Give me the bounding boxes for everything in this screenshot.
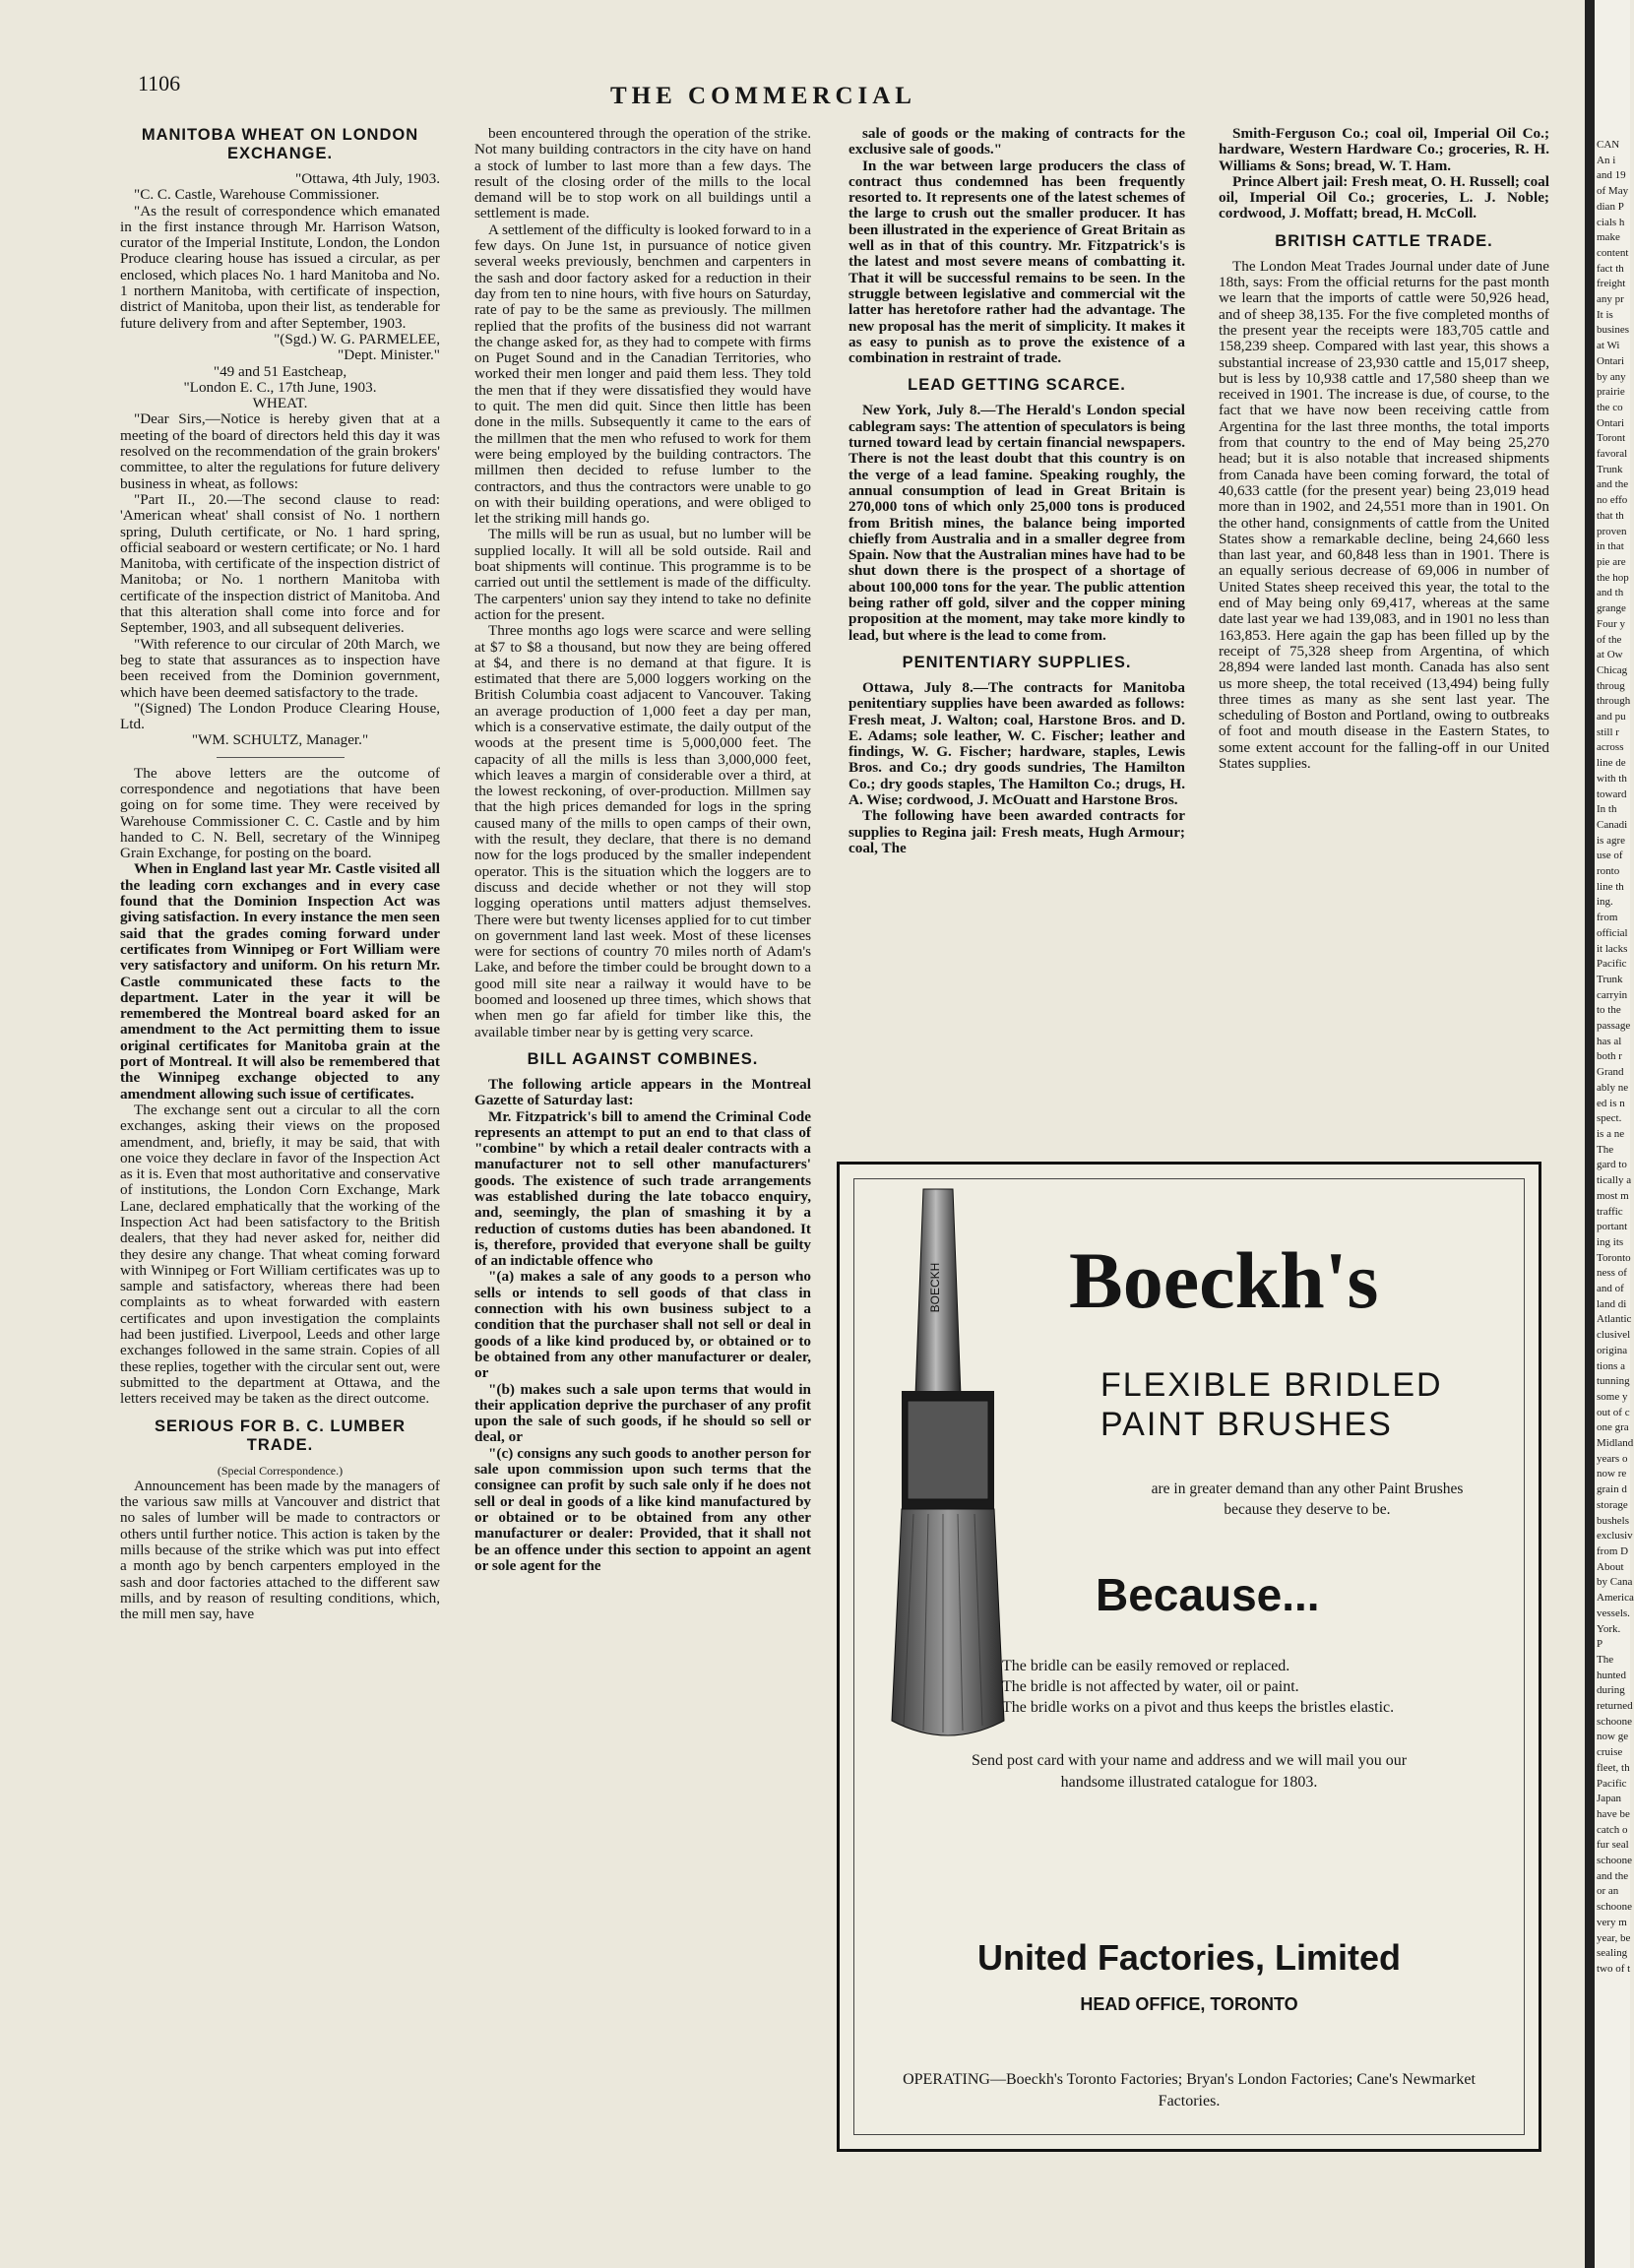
fragment-line: out of c xyxy=(1597,1406,1630,1418)
fragment-line: dian P xyxy=(1597,200,1624,213)
fragment-line: storage xyxy=(1597,1498,1628,1511)
fragment-line: is agre xyxy=(1597,834,1626,847)
paragraph: "(a) makes a sale of any goods to a person who sells or intends to sell goods of that class in connection with his own business subject to a condition that the purchaser shall not sell or deal in goods of a like kind produced by, or obtained or to be obtained from any other manufacturer or dealer, or xyxy=(474,1268,811,1382)
column-1 xyxy=(120,126,440,1623)
fragment-line: line de xyxy=(1597,757,1626,770)
fragment-line: content xyxy=(1597,246,1629,259)
paragraph: Mr. Fitzpatrick's bill to amend the Criminal Code represents an attempt to put an end to that class of "combine" by which a retail dealer contracts with a manufacturer not to sell other manufacturers' goods. The existence of such trade arrangements was established during the late tobacco enquiry, and, seemingly, the plan of smashing it by a reduction of customs duties has been abandoned. It is, therefore, provided that everyone shall be guilty of an indictable offence who xyxy=(474,1107,811,1270)
fragment-line: busines xyxy=(1597,324,1629,337)
fragment-line: Trunk xyxy=(1597,463,1623,475)
headline-manitoba-wheat: MANITOBA WHEAT ON LONDON EXCHANGE. xyxy=(141,126,419,162)
fragment-line: schoone xyxy=(1597,1855,1633,1867)
fragment-line: pie are xyxy=(1597,555,1626,568)
fragment-line: ed is n xyxy=(1597,1097,1625,1109)
fragment-line: Japan xyxy=(1597,1793,1622,1805)
fragment-line: exclusiv xyxy=(1597,1530,1633,1543)
paragraph: "(b) makes such a sale upon terms that would in their application deprive the purchaser of any profit upon the sale of such goods, if he should so sell or deal, or xyxy=(474,1380,811,1446)
advertisement-boeckhs xyxy=(837,1162,1541,2152)
paragraph: sale of goods or the making of contracts for the exclusive sale of goods." xyxy=(848,125,1185,158)
demand-text: are in greater demand than any other Paint Brushes because they deserve to be. xyxy=(1151,1480,1464,1518)
fragment-line: carryin xyxy=(1597,988,1628,1001)
fragment-line: Grand xyxy=(1597,1066,1624,1079)
fragment-line: America xyxy=(1597,1592,1634,1605)
paragraph: "(c) consigns any such goods to another person for sale upon commission upon such terms that the consignee can profit by such sale only if he does not sell or deal in goods of a like kind manufactured by or obtained or to be obtained from any other manufacturer or dealer: Provided, that it shall not be an offence under this section to appoint an agent or sole agent for the xyxy=(474,1444,811,1574)
fragment-line: ably ne xyxy=(1597,1081,1629,1094)
paragraph: In the war between large producers the class of contract thus condemned has been frequently resorted to. It represents one of the latest schemes of the large to crush out the smaller producer. It has been illustrated in the experience of Great Britain as well as in that of this country. Mr. Fitzpatrick's is the latest and most severe means of combatting it. That it will be successful remains to be seen. In the struggle between legislative and commercial wit the latter has heretofore rather had the advantage. The new proposal has the merit of simplicity. It makes it as easy to punish as to prove the existence of a combination in restraint of trade. xyxy=(848,157,1185,367)
address-line: "49 and 51 Eastcheap, xyxy=(213,362,347,380)
fragment-line: tunning xyxy=(1597,1375,1630,1388)
fragment-line: P xyxy=(1597,1638,1603,1651)
fragment-line: and the xyxy=(1597,478,1629,491)
fragment-line: now re xyxy=(1597,1468,1627,1480)
fragment-line: has al xyxy=(1597,1035,1622,1047)
fragment-line: during xyxy=(1597,1684,1625,1697)
catalogue-offer: Send post card with your name and address and we will mail you our handsome illustrated catalogue for 1803. xyxy=(971,1752,1408,1791)
paragraph: The following article appears in the Montreal Gazette of Saturday last: xyxy=(474,1075,811,1109)
letter-date: "Ottawa, 4th July, 1903. xyxy=(295,170,440,187)
paragraph: Ottawa, July 8.—The contracts for Manitoba penitentiary supplies have been awarded as follows: Fresh meat, J. Walton; coal, Harstone Bros. and D. E. Adams; sole leather, W. C. Fischer; leather and findings, W. G. Fischer; hardware, staples, Lewis Bros. and Co.; dry goods sundries, The Hamilton Co.; dry goods staples, The Hamilton Co.; drugs, H. A. Wise; cordwood, J. McOuatt and Harstone Bros. xyxy=(848,678,1185,808)
fragment-line: catch o xyxy=(1597,1823,1628,1836)
fragment-line: Canadi xyxy=(1597,818,1628,831)
paragraph: The above letters are the outcome of correspondence and negotiations that have been going on for some time. They were received by Warehouse Commissioner C. C. Castle and by him handed to C. N. Bell, secretary of the Winnipeg Grain Exchange, for posting on the board. xyxy=(120,764,440,862)
fragment-line: by Cana xyxy=(1597,1576,1633,1589)
adjacent-page-edge xyxy=(1595,0,1634,2268)
fragment-line: is a ne xyxy=(1597,1128,1625,1140)
fragment-line: some y xyxy=(1597,1390,1628,1403)
fragment-line: It is xyxy=(1597,308,1613,321)
fragment-line: grange xyxy=(1597,602,1626,615)
fragment-line: fact th xyxy=(1597,262,1624,275)
signature: "(Sgd.) W. G. PARMELEE, xyxy=(274,330,440,347)
fragment-line: traffic xyxy=(1597,1205,1623,1218)
fragment-line: Ontari xyxy=(1597,416,1625,429)
fragment-line: In th xyxy=(1597,803,1617,816)
fragment-line: The xyxy=(1597,1143,1614,1156)
fragment-line: freight xyxy=(1597,278,1626,290)
fragment-line: hunted xyxy=(1597,1669,1626,1681)
fragment-line: very m xyxy=(1597,1916,1627,1928)
reason-item: The bridle can be easily removed or replaced. xyxy=(1002,1658,1290,1674)
fragment-line: most m xyxy=(1597,1189,1629,1202)
fragment-line: schoone xyxy=(1597,1715,1633,1728)
fragment-line: and pu xyxy=(1597,711,1626,724)
signature-title: "Dept. Minister." xyxy=(338,346,440,364)
fragment-line: About xyxy=(1597,1560,1624,1573)
fragment-line: still r xyxy=(1597,725,1619,738)
fragment-line: origina xyxy=(1597,1344,1628,1356)
fragment-line: and 19 xyxy=(1597,169,1626,182)
reason-item: The bridle is not affected by water, oil or paint. xyxy=(1002,1678,1299,1695)
fragment-line: no effo xyxy=(1597,494,1628,507)
because-heading: Because... xyxy=(1096,1569,1320,1620)
fragment-line: by any xyxy=(1597,370,1626,383)
paragraph: Announcement has been made by the managers of the various saw mills at Vancouver and district that no sales of lumber will be made to contractors or others until further notice. This action is taken by the mills because of the strike which was put into effect a month ago by bench carpenters employed in the sash and door factories attached to the different saw mills, and by reason of resulting conditions, which, the mill men say, have xyxy=(120,1477,440,1623)
reason-item: The bridle works on a pivot and thus keeps the bristles elastic. xyxy=(1002,1699,1395,1716)
fragment-line: both r xyxy=(1597,1050,1622,1063)
headline-penitentiary: PENITENTIARY SUPPLIES. xyxy=(902,653,1132,671)
fragment-line: Trunk xyxy=(1597,973,1623,985)
fragment-line: two of t xyxy=(1597,1962,1631,1975)
paragraph: "With reference to our circular of 20th March, we beg to state that assurances as to inspection have been received from the Dominion government, which have been deemed satisfactory to the trade. xyxy=(120,635,440,701)
fragment-line: to the xyxy=(1597,1004,1621,1017)
fragment-line: the co xyxy=(1597,401,1623,413)
company-name: United Factories, Limited xyxy=(976,1937,1402,1978)
paragraph: New York, July 8.—The Herald's London special cablegram says: The attention of speculators is being turned toward lead by certain financial newspapers. There is not the least doubt that this country is on the verge of a lead famine. Speaking roughly, the annual consumption of lead in Great Britain is 270,000 tons of which only 25,000 tons is produced from British mines, the balance being imported chiefly from Australia and in a smaller degree from Spain. Now that the Australian mines have had to be shut down there is the prospect of a shortage of about 100,000 tons for the year. The public attention being rather off gold, silver and the copper mining proposition at the moment, may take more kindly to lead, but where is the lead to come from. xyxy=(848,402,1185,644)
fragment-line: now ge xyxy=(1597,1731,1629,1743)
paragraph: When in England last year Mr. Castle visited all the leading corn exchanges and in every case found that the Dominion Inspection Act was giving satisfaction. In every instance the men seen said that the grades coming forward under certificates from Winnipeg or Fort William were very satisfactory and uniform. On his return Mr. Castle communicated these facts to the department. Later in the year it will be remembered the Montreal board asked for an amendment to the Act permitting them to issue original certificates for Manitoba grain at the port of Montreal. It will also be remembered that the Winnipeg exchange objected to any amendment allowing such issue of certificates. xyxy=(120,860,440,1102)
fragment-line: gard to xyxy=(1597,1159,1627,1171)
paragraph: Prince Albert jail: Fresh meat, O. H. Russell; coal oil, Imperial Oil Co.; groceries, L. J. Noble; cordwood, J. Moffatt; bread, H. McColl. xyxy=(1219,172,1549,222)
fragment-line: line th xyxy=(1597,880,1624,893)
paragraph: "Dear Sirs,—Notice is hereby given that at a meeting of the board of directors held this day it was resolved on the recommendation of the grain brokers' committee, to alter the regulations for future delivery business in wheat, as follows: xyxy=(120,410,440,492)
fragment-line: Pacific xyxy=(1597,1777,1627,1790)
fragment-line: Toront xyxy=(1597,432,1626,445)
fragment-line: at Ow xyxy=(1597,649,1623,662)
fragment-line: of the xyxy=(1597,633,1622,646)
paragraph: The London Meat Trades Journal under date of June 18th, says: From the official returns for the past month we learn that the imports of cattle were 50,926 head, and of sheep 38,135. For the five completed months of the present year the receipts were 183,705 cattle and 158,239 sheep. Compared with last year, this shows a substantial increase of 23,930 cattle and 15,017 sheep, but is less by 10,938 cattle and 17,580 sheep than we received in 1901. The increase is due, of course, to the fact that we have now been receiving cattle from Argentina for the last three months, the total imports from that country to the end of May being 25,270 head; but it is also notable that increased shipments from Canada have been coming forward, the total of 40,633 cattle (for the present year) being 23,019 head more than in 1902, and 24,551 more than in 1901. On the other hand, consignments of cattle from the United States show a remarkable decline, being 24,660 less than last year, and 60,848 less than in 1901. There is an equally serious decrease of 69,006 in number of United States sheep received this year, the total to the end of May being only 69,417, whereas at the same date last year we had 139,083, and in 1901 no less than 163,853. Here again the gap has been filled up by the receipt of 75,328 sheep from Argentina, of which 28,894 were landed last month. Canada has also sent us more sheep, the total received (13,494) being fully three times as many as she sent last year. The scheduling of Boston and Portland, owing to outbreaks of foot and mouth disease in the Eastern States, to some extent account for the falling-off in our United States supplies. xyxy=(1219,257,1549,772)
fragment-line: use of xyxy=(1597,850,1623,862)
paragraph: Three months ago logs were scarce and were selling at $7 to $8 a thousand, but now they are being offered at $4, and there is no demand at that figure. It is estimated that there are 5,000 loggers working on the British Columbia coast adjacent to Vancouver. Taking an average production of 1,000 feet a day per man, which is a conservative estimate, the daily output of the woods at the present time is 5,000,000 feet. The capacity of all the mills is less than 3,000,000 feet, which leaves a margin of considerable over a third, at the lowest reckoning, of over-production. Millmen say that the high prices demanded for logs in the spring caused many of the mills to open camps of their own, with the result, they declare, that there is no demand now for the logs produced by the smaller independent operator. This is the situation which the loggers are to discuss and decide whether or not they will stop logging operations until matters adjust themselves. There were but twenty licenses applied for to cut timber on government land last week. Most of these licenses were for sections of country 70 miles north of Adam's Lake, and before the timber could be brought down to a good mill site near a railway it would have to be boomed and loosened up three times, which shows that when men go far afield for timber like this, the available timber near by is getting very scarce. xyxy=(474,622,811,1040)
fragment-line: and th xyxy=(1597,587,1624,599)
operating-factories: OPERATING—Boeckh's Toronto Factories; Bryan's London Factories; Cane's Newmarket Factories. xyxy=(903,2071,1476,2110)
paragraph: The mills will be run as usual, but no lumber will be supplied locally. It will all be sold outside. Rail and boat shipments will continue. This programme is to be carried out until the settlement is made of the difficulty. The carpenters' union say they intend to take no definite action for the present. xyxy=(474,526,811,623)
fragment-line: years o xyxy=(1597,1452,1628,1465)
fragment-line: fleet, th xyxy=(1597,1761,1630,1774)
fragment-line: portant xyxy=(1597,1221,1628,1233)
fragment-line: make xyxy=(1597,231,1620,244)
page-gutter xyxy=(1585,0,1595,2268)
fragment-line: cials h xyxy=(1597,216,1625,228)
paragraph: The exchange sent out a circular to all the corn exchanges, asking their views on the proposed amendment, and, briefly, it may be said, that with one voice they declare in favor of the Inspection Act as it is. Even that most authoritative and conservative of institutions, the London Corn Exchange, Mark Lane, declared emphatically that the working of the Inspection Act had been satisfactory to the British dealers, that they had never asked for, neither did they desire any change. That wheat coming forward with Winnipeg or Fort William certificates was up to sample and satisfactory, whereas there had been complaints as to wheat forwarded with eastern certificates and upon investigation the complaints had been justified. Liverpool, Leeds and other large exchanges followed in the same strain. Copies of all these replies, together with the circular sent out, were submitted to the department at Ottawa, and the letters received may be taken as the direct outcome. xyxy=(120,1101,440,1408)
fragment-line: the hop xyxy=(1597,571,1629,584)
fragment-line: passage xyxy=(1597,1020,1631,1033)
fragment-line: schoone xyxy=(1597,1901,1633,1914)
headline-combines: BILL AGAINST COMBINES. xyxy=(527,1049,759,1068)
fragment-line: The xyxy=(1597,1653,1614,1666)
fragment-line: toward xyxy=(1597,788,1627,800)
paragraph: A settlement of the difficulty is looked forward to in a few days. On June 1st, in pursuance of notice given several weeks previously, benchmen and carpenters in the sash and door factory asked for a reduction in their day from ten to nine hours, with five hours on Saturday, rate of pay to be the same as previously. The millmen replied that the profits of the business did not warrant the change asked for, as they had to compete with firms on Puget Sound and in the Canadian Territories, who worked their men longer and paid them less. They told the men that if they were dissatisfied they would have to quit. The men did quit. Since then little has been done in the mills. Subsequently it came to the ears of the millmen that the men who refused to work for them were being employed by the building contractors. The millmen then decided to refuse lumber to the contractors, and thus the contractors were unable to go on with their building operations, and were obliged to let the striking mill hands go. xyxy=(474,220,811,528)
brand-name: Boeckh's xyxy=(1069,1235,1379,1325)
fragment-line: Midland xyxy=(1597,1437,1634,1450)
fragment-line: ness of xyxy=(1597,1267,1627,1280)
column-3 xyxy=(848,126,1185,856)
fragment-line: ronto xyxy=(1597,865,1620,878)
paragraph: The following have been awarded contracts for supplies to Regina jail: Fresh meats, Hugh Armour; coal, The xyxy=(848,807,1185,856)
fragment-line: bushels xyxy=(1597,1514,1629,1527)
adjacent-page-fragments xyxy=(1597,138,1634,1978)
fragment-line: across xyxy=(1597,741,1624,754)
column-4 xyxy=(1219,126,1549,772)
fragment-line: CAN xyxy=(1597,139,1620,151)
fragment-line: year, be xyxy=(1597,1931,1631,1944)
fragment-line: ing. xyxy=(1597,896,1613,909)
ad-frame xyxy=(853,1178,1525,2135)
fragment-line: at Wi xyxy=(1597,340,1620,352)
fragment-line: proven xyxy=(1597,525,1627,537)
fragment-line: have be xyxy=(1597,1807,1630,1820)
fragment-line: Pacific xyxy=(1597,958,1627,971)
fragment-line: favoral xyxy=(1597,448,1628,461)
fragment-line: one gra xyxy=(1597,1421,1629,1434)
fragment-line: tions a xyxy=(1597,1359,1626,1372)
paragraph: been encountered through the operation of the strike. Not many building contractors in the city have on hand a stock of lumber to last more than a few days. The result of the closing order of the mills to the local demand will be to stop work on all buildings until a settlement is made. xyxy=(474,125,811,222)
head-office: HEAD OFFICE, TORONTO xyxy=(1080,1994,1298,2014)
reasons-list xyxy=(1002,1656,1494,1718)
fragment-line: vessels. xyxy=(1597,1606,1630,1619)
fragment-line: An i xyxy=(1597,154,1616,166)
fragment-line: any pr xyxy=(1597,293,1624,306)
fragment-line: that th xyxy=(1597,509,1624,522)
brush-label: BOECKH xyxy=(928,1262,942,1313)
fragment-line: Chicag xyxy=(1597,663,1628,676)
fragment-line: sealing xyxy=(1597,1947,1628,1960)
fragment-line: Toronto xyxy=(1597,1251,1631,1264)
fragment-line: spect. xyxy=(1597,1112,1622,1125)
product-line-1: FLEXIBLE BRIDLED xyxy=(1100,1366,1443,1404)
headline-cattle: BRITISH CATTLE TRADE. xyxy=(1275,231,1493,250)
fragment-line: land di xyxy=(1597,1297,1627,1310)
fragment-line: throug xyxy=(1597,679,1625,692)
paint-brush-icon xyxy=(884,1189,1012,1740)
fragment-line: from D xyxy=(1597,1544,1629,1557)
fragment-line: in that xyxy=(1597,540,1624,553)
byline: (Special Correspondence.) xyxy=(217,1463,344,1478)
fragment-line: or an xyxy=(1597,1885,1619,1898)
paragraph: "As the result of correspondence which emanated in the first instance through Mr. Harrison Watson, curator of the Imperial Institute, London, the London Produce clearing house has issued a circular, as per enclosed, which places No. 1 hard Manitoba and No. 1 northern Manitoba, with certificate of inspection, district of Manitoba, upon their list, as tenderable for future delivery from and after September, 1903. xyxy=(120,202,440,332)
column-2 xyxy=(474,126,811,1574)
fragment-line: fur seal xyxy=(1597,1839,1629,1852)
fragment-line: and the xyxy=(1597,1869,1629,1882)
signature: "WM. SCHULTZ, Manager." xyxy=(191,731,369,749)
paragraph: "(Signed) The London Produce Clearing House, Ltd. xyxy=(120,699,440,733)
fragment-line: tically a xyxy=(1597,1174,1632,1187)
paragraph: "Part II., 20.—The second clause to read: 'American wheat' shall consist of No. 1 northern spring, Duluth certificate, or No. 1 hard spring, official seaboard or western certificate; or No. 1 hard Manitoba, with certificate of the inspection district of Manitoba; or No. 1 northern Manitoba with certificate of the inspection district of Manitoba. And that this alteration shall come into force and for September, 1903, and all subsequent deliveries. xyxy=(120,490,440,637)
fragment-line: Atlantic xyxy=(1597,1313,1632,1326)
headline-lead: LEAD GETTING SCARCE. xyxy=(908,376,1126,395)
fragment-line: official xyxy=(1597,926,1628,939)
fragment-line: through xyxy=(1597,695,1631,708)
address-line: "London E. C., 17th June, 1903. xyxy=(183,378,377,396)
fragment-line: York. xyxy=(1597,1622,1621,1635)
masthead: THE COMMERCIAL xyxy=(610,83,916,109)
fragment-line: Ontari xyxy=(1597,354,1625,367)
fragment-line: it lacks xyxy=(1597,942,1628,955)
fragment-line: cruise xyxy=(1597,1746,1623,1759)
fragment-line: returned xyxy=(1597,1700,1633,1713)
divider xyxy=(217,757,345,758)
paragraph: Smith-Ferguson Co.; coal oil, Imperial Oil Co.; hardware, Western Hardware Co.; groceries, R. H. Williams & Sons; bread, W. T. Ham. xyxy=(1219,125,1549,174)
fragment-line: prairie xyxy=(1597,386,1625,399)
fragment-line: ing its xyxy=(1597,1235,1624,1248)
fragment-line: clusivel xyxy=(1597,1329,1631,1342)
fragment-line: and of xyxy=(1597,1283,1624,1295)
page-number: 1106 xyxy=(138,71,181,95)
product-line-2: PAINT BRUSHES xyxy=(1100,1406,1393,1443)
fragment-line: grain d xyxy=(1597,1483,1627,1496)
fragment-line: with th xyxy=(1597,772,1627,785)
fragment-line: of May xyxy=(1597,185,1629,198)
fragment-line: Four y xyxy=(1597,617,1626,630)
subheading: WHEAT. xyxy=(252,395,308,412)
fragment-line: from xyxy=(1597,912,1618,924)
headline-lumber-trade: SERIOUS FOR B. C. LUMBER TRADE. xyxy=(154,1417,406,1454)
letter-addressee: "C. C. Castle, Warehouse Commissioner. xyxy=(134,186,380,204)
